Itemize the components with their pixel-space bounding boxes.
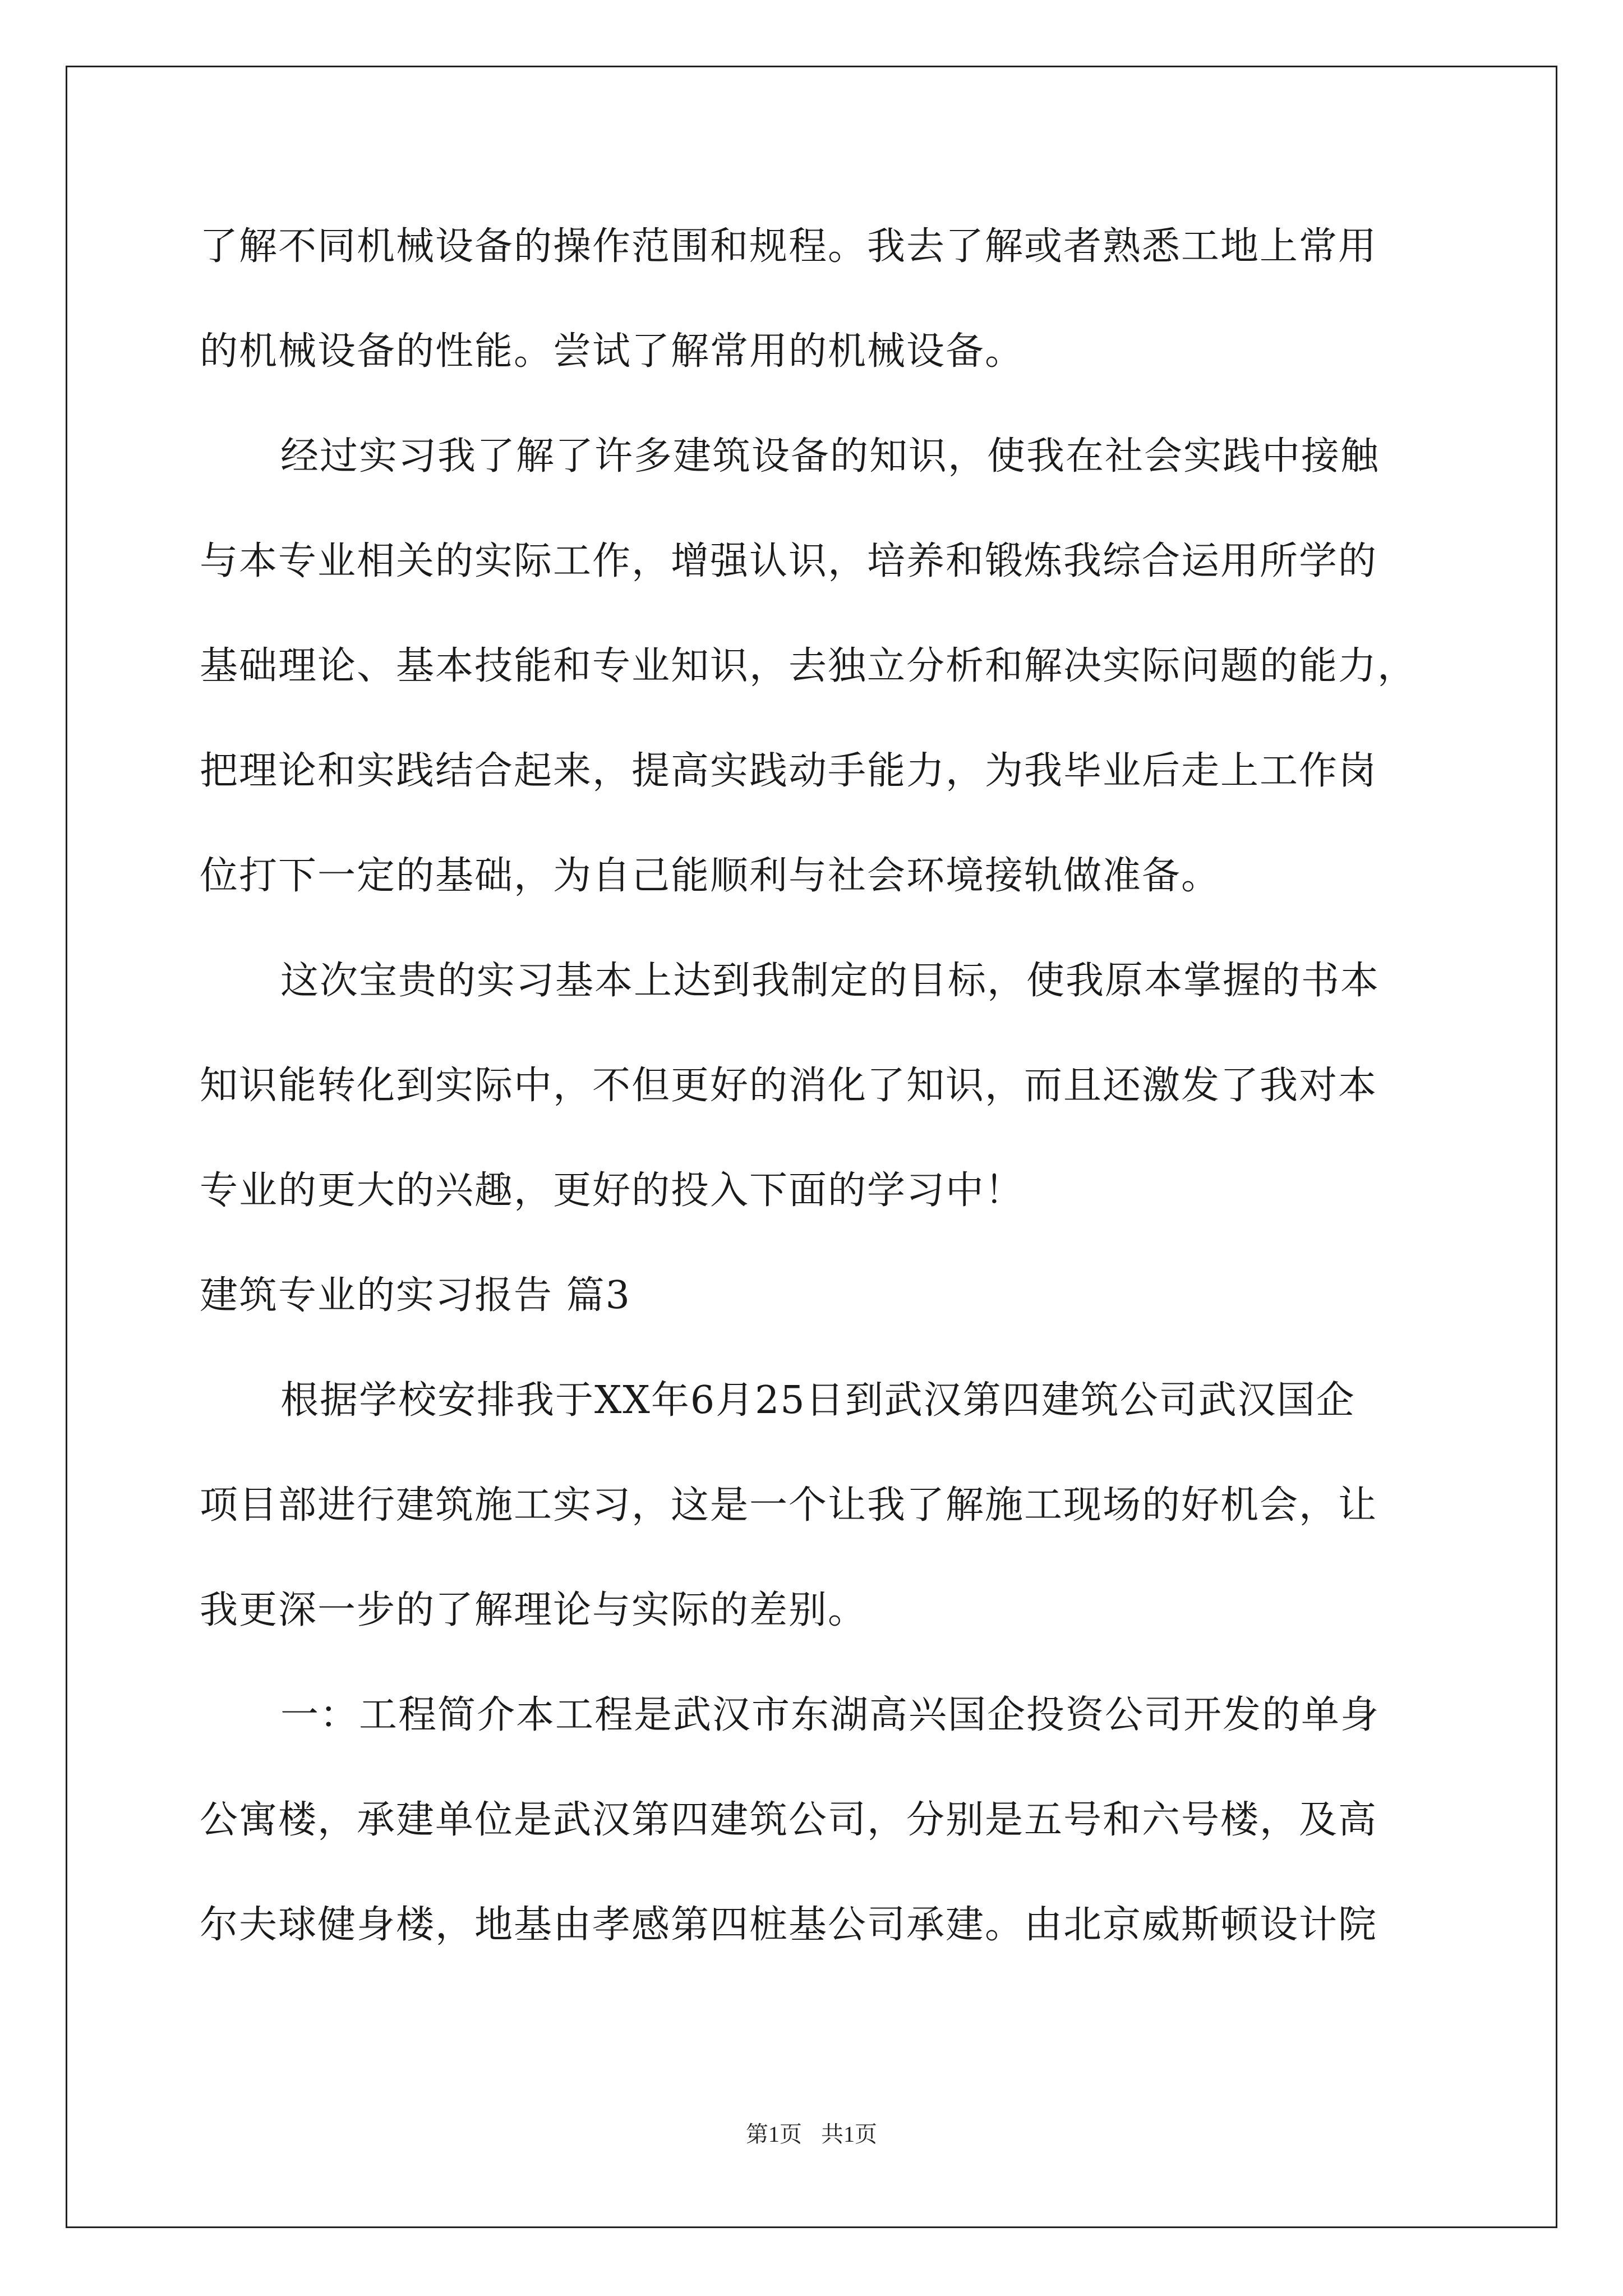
body-line-6: 把理论和实践结合起来，提高实践动手能力，为我毕业后走上工作岗 [200, 749, 1378, 793]
body-line-5: 基础理论、基本技能和专业知识，去独立分析和解决实际问题的能力， [200, 644, 1417, 688]
body-line-1: 了解不同机械设备的操作范围和规程。我去了解或者熟悉工地上常用 [200, 224, 1378, 269]
body-line-9: 知识能转化到实际中，不但更好的消化了知识，而且还激发了我对本 [200, 1064, 1378, 1108]
body-line-16: 公寓楼，承建单位是武汉第四建筑公司，分别是五号和六号楼，及高 [200, 1798, 1378, 1842]
page-footer [0, 2120, 1623, 2148]
page-number: 第1页 [746, 2122, 802, 2147]
body-line-15: 一：工程简介本工程是武汉市东湖高兴国企投资公司开发的单身 [280, 1693, 1380, 1737]
body-line-14: 我更深一步的了解理论与实际的差别。 [200, 1588, 868, 1632]
section-heading: 建筑专业的实习报告 篇3 [200, 1273, 631, 1318]
body-line-13: 项目部进行建筑施工实习，这是一个让我了解施工现场的好机会，让 [200, 1483, 1378, 1527]
body-line-10: 专业的更大的兴趣，更好的投入下面的学习中！ [200, 1168, 1025, 1213]
body-line-4: 与本专业相关的实际工作，增强认识，培养和锻炼我综合运用所学的 [200, 539, 1378, 583]
body-line-17: 尔夫球健身楼，地基由孝感第四桩基公司承建。由北京威斯顿设计院 [200, 1903, 1378, 1947]
body-line-8: 这次宝贵的实习基本上达到我制定的目标，使我原本掌握的书本 [280, 959, 1380, 1003]
body-line-12: 根据学校安排我于XX年6月25日到武汉第四建筑公司武汉国企 [280, 1378, 1355, 1423]
page-total: 共1页 [821, 2122, 877, 2147]
body-line-7: 位打下一定的基础，为自己能顺利与社会环境接轨做准备。 [200, 854, 1221, 898]
body-line-3: 经过实习我了解了许多建筑设备的知识，使我在社会实践中接触 [280, 434, 1380, 478]
body-line-2: 的机械设备的性能。尝试了解常用的机械设备。 [200, 329, 1025, 374]
